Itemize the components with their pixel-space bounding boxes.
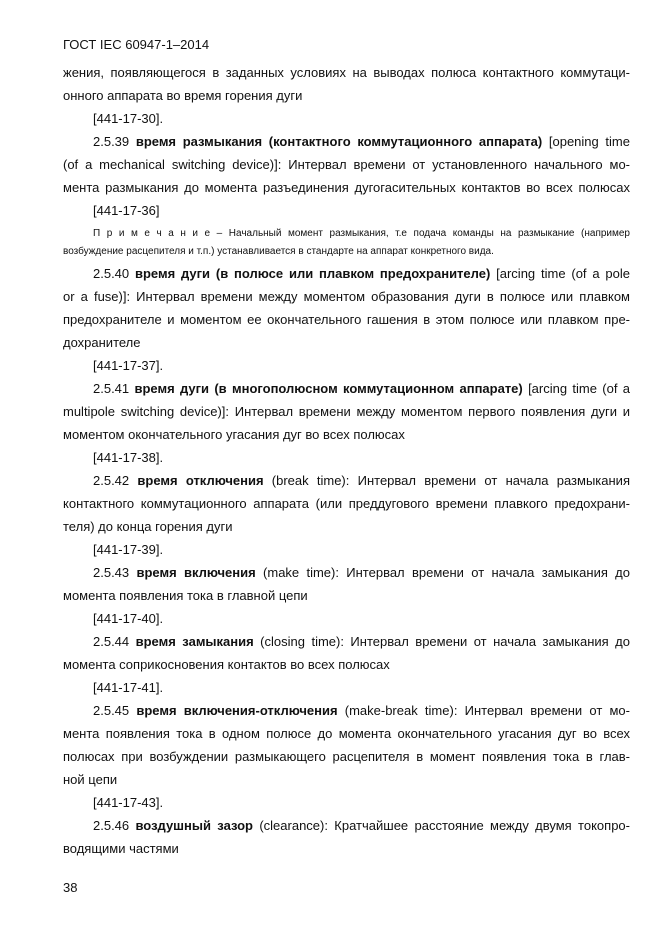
text-line: водящими частями: [63, 841, 179, 856]
text-line: теля) до конца горения дуги: [63, 519, 233, 534]
entry-number: 2.5.39: [93, 134, 136, 149]
entry-term: время включения-отключения: [136, 703, 338, 718]
entry-text: (break time): Интервал времени от начала размыкания: [263, 473, 630, 488]
text-line: контактного коммутационного аппарата (или преддугового времени плавкого предохрани-: [63, 496, 630, 511]
text-line: мента размыкания до момента разъединения дугогасительных контактов во всех полюсах: [63, 180, 630, 195]
term-entry-2-5-43: [93, 565, 630, 581]
entry-number: 2.5.44: [93, 634, 136, 649]
text-line: жения, появляющегося в заданных условиях на выводах полюса контактного коммутаци-: [63, 65, 630, 80]
text-line: ной цепи: [63, 772, 118, 787]
term-entry-2-5-44: [93, 634, 630, 650]
entry-term: время отключения: [137, 473, 264, 488]
reference: [441-17-41].: [93, 680, 164, 695]
text-line: полюсах при возбуждении размыкающего расцепителя в момент появления тока в глав-: [63, 749, 630, 764]
entry-term: время дуги (в полюсе или плавком предохранителе): [134, 266, 491, 281]
entry-term: время включения: [136, 565, 256, 580]
entry-term: время замыкания: [135, 634, 254, 649]
entry-term: время дуги (в многополюсном коммутационном аппарате): [134, 381, 523, 396]
note-line: П р и м е ч а н и е – Начальный момент размыкания, т.е подача команды на размыкание (например: [93, 228, 630, 239]
entry-text: [arcing time (of a pole: [490, 266, 631, 281]
note-line: возбуждение расцепителя и т.п.) устанавливается в стандарте на аппарат конкретного вида.: [63, 246, 494, 257]
entry-number: 2.5.45: [93, 703, 137, 718]
page-number: 38: [63, 880, 78, 895]
entry-text: [arcing time (of a: [522, 381, 630, 396]
entry-text: [opening time: [542, 134, 630, 149]
text-line: предохранителе и моментом ее окончательного гашения в этом полюсе или плавком пре-: [63, 312, 630, 327]
text-line: or a fuse)]: Интервал времени между моментом образования дуги в полюсе или плавком: [63, 289, 630, 304]
reference: [441-17-36]: [93, 203, 160, 218]
entry-term: воздушный зазор: [135, 818, 253, 833]
entry-term: время размыкания (контактного коммутационного аппарата): [135, 134, 543, 149]
entry-number: 2.5.43: [93, 565, 137, 580]
reference: [441-17-38].: [93, 450, 164, 465]
text-line: онного аппарата во время горения дуги: [63, 88, 303, 103]
reference: [441-17-30].: [93, 111, 164, 126]
entry-number: 2.5.41: [93, 381, 135, 396]
reference: [441-17-39].: [93, 542, 164, 557]
text-line: момента появления тока в главной цепи: [63, 588, 308, 603]
entry-text: (closing time): Интервал времени от начала замыкания до: [253, 634, 630, 649]
entry-number: 2.5.42: [93, 473, 138, 488]
text-line: multipole switching device)]: Интервал времени между моментом первого появления дуги и: [63, 404, 630, 419]
text-line: (of a mechanical switching device)]: Интервал времени от установленного начального мо-: [63, 157, 630, 172]
term-entry-2-5-39: [93, 134, 630, 150]
text-line: мента появления тока в одном полюсе до момента окончательного угасания дуг во всех: [63, 726, 630, 741]
term-entry-2-5-41: [93, 381, 630, 397]
text-line: дохранителе: [63, 335, 141, 350]
entry-text: (clearance): Кратчайшее расстояние между двумя токопро-: [253, 818, 630, 833]
text-line: момента соприкосновения контактов во всех полюсах: [63, 657, 390, 672]
term-entry-2-5-40: [93, 266, 630, 282]
term-entry-2-5-46: [93, 818, 630, 834]
term-entry-2-5-45: [93, 703, 630, 719]
entry-text: (make-break time): Интервал времени от мо-: [337, 703, 630, 718]
entry-text: (make time): Интервал времени от начала замыкания до: [255, 565, 630, 580]
entry-number: 2.5.46: [93, 818, 136, 833]
reference: [441-17-43].: [93, 795, 164, 810]
reference: [441-17-40].: [93, 611, 164, 626]
term-entry-2-5-42: [93, 473, 630, 489]
text-line: моментом окончательного угасания дуг во всех полюсах: [63, 427, 405, 442]
entry-number: 2.5.40: [93, 266, 135, 281]
document-header: ГОСТ IEC 60947-1–2014: [63, 37, 210, 52]
reference: [441-17-37].: [93, 358, 164, 373]
